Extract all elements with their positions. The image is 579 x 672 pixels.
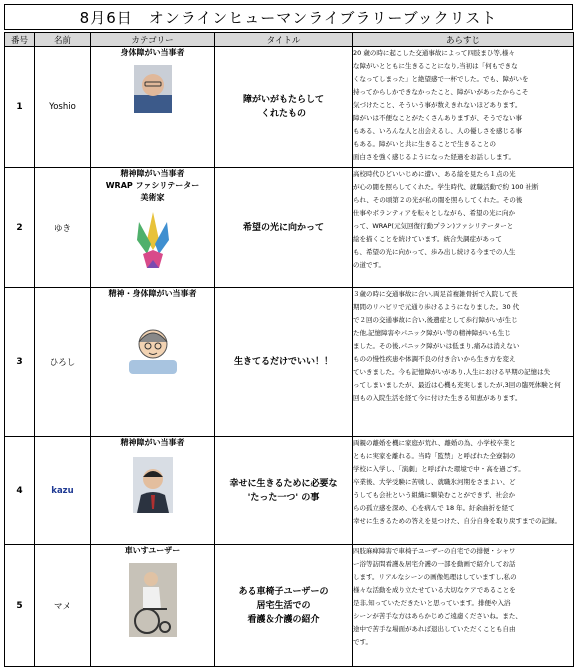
synopsis-line: シーンが苦手な方はあらかじめご遠慮くださいね。また、 <box>353 612 522 620</box>
table-row <box>5 168 574 288</box>
synopsis-line: 気づけたこと、そういう事が数えきれないほどあります。 <box>353 101 522 109</box>
synopsis <box>353 168 574 288</box>
synopsis <box>353 288 574 437</box>
person-name: マメ <box>35 545 91 667</box>
synopsis-line: もある。障がいと共に生きることで生きることの <box>353 140 496 148</box>
title-line: 看護＆介護の紹介 <box>247 614 320 625</box>
book-list-table <box>4 32 574 667</box>
row-number: 5 <box>5 545 35 667</box>
row-number: 4 <box>5 437 35 545</box>
synopsis-line: 両親の離婚を機に家庭が荒れ、離婚の為、小学校卒業と <box>353 439 516 447</box>
synopsis-line: ともに実家を離れる。当時「監禁」と呼ばれた全寮制の <box>353 452 516 460</box>
synopsis-line: 持ってからしかできなかったこと、障がいがあったからこそ <box>353 88 529 96</box>
synopsis-line: もある、いろんな人と出会えるし、人の優しさを感じる事 <box>353 127 522 135</box>
category-cell <box>91 168 215 288</box>
synopsis-line: 面白さを強く感じるようになった経過をお話しします。 <box>353 153 515 161</box>
synopsis-line: ってしまいましたが、最近は心機も充実しましたが,3回の臨死体験と何 <box>353 381 561 389</box>
book-title <box>215 288 353 437</box>
row-number: 3 <box>5 288 35 437</box>
synopsis-line: ものの慢性疾患や体調不良の付き合いから生き方を変え <box>353 355 516 363</box>
synopsis-line: た他,記憶障害やパニック障がい等の精神障がいも生じ <box>353 329 511 337</box>
synopsis-line: 絵を描くことを続けています。統合失調症があって <box>353 235 502 243</box>
table-row <box>5 545 574 667</box>
title-line: 生きてるだけでいい！！ <box>233 357 333 367</box>
synopsis-line: 四肢麻痺障害で車椅子ユーザーの自宅での排便・シャワ <box>353 547 516 555</box>
header-synopsis: あらすじ <box>353 33 574 47</box>
synopsis-line: します。リアルなシーンの画像処理はしていますし,私の <box>353 573 517 581</box>
book-title <box>215 47 353 168</box>
header-title: タイトル <box>215 33 353 47</box>
synopsis-line: らの孤立感を深め、心を病んで 18 年。紆余曲折を経て <box>353 504 515 512</box>
header-row <box>5 33 574 47</box>
wheelchair-user-photo <box>129 563 177 637</box>
book-title <box>215 437 353 545</box>
person-photo <box>134 65 172 113</box>
synopsis-line: 期間のリハビリで元通り歩けるようになりました。30 代 <box>353 303 520 311</box>
synopsis-line: られ、その頃第２の光が私の闇を照らしてくれた。その後 <box>353 196 523 204</box>
title-line: 希望の光に向かって <box>242 222 324 233</box>
category-label: WRAP ファシリテーター <box>105 181 200 190</box>
synopsis-line: 高校時代ひどいいじめに遭い、ある絵を見たら１点の光 <box>353 170 516 178</box>
row-number: 2 <box>5 168 35 288</box>
synopsis-line: 20 歳の時に起こした交通事故によって四肢まひ等,様々 <box>353 49 515 57</box>
category-cell <box>91 545 215 667</box>
synopsis-line: で２回の交通事故に合い,後遺症として歩行障がいが生じ <box>353 316 518 324</box>
synopsis-line: 卒業後、大学受験に苦戦し、就職氷河期をさまよい、ど <box>353 478 516 486</box>
synopsis <box>353 437 574 545</box>
book-title <box>215 168 353 288</box>
synopsis-line: 様々な活動を成り立たせている大切なケアであることを <box>353 586 516 594</box>
synopsis-line: ー浴等訪問看護＆居宅介護の一部を動画で紹介してお話 <box>353 560 516 568</box>
synopsis-line: 回もの入院生活を経て今に付けた生きる知恵があります。 <box>353 394 522 402</box>
title-line: 幸せに生きるために必要な <box>229 478 338 489</box>
synopsis-line: 是非,知っていただきたいと思っています。排便や入浴 <box>353 599 511 607</box>
person-name: ひろし <box>35 288 91 437</box>
synopsis-line: くなってしまった」と絶望感で一杯でした。でも、障がいを <box>353 75 529 83</box>
title-line: ある車椅子ユーザーの <box>238 586 329 597</box>
synopsis-line: も、希望の光に向かって、歩み出し続ける今までの人生 <box>353 248 516 256</box>
title-line: 'たった一つ' の事 <box>247 492 320 503</box>
synopsis-line: 仕事やボランティアを転々としながら、希望の光に向か <box>353 209 515 217</box>
synopsis <box>353 47 574 168</box>
category-label: 身体障がい当事者 <box>120 48 185 57</box>
table-row <box>5 437 574 545</box>
header-category: カテゴリー <box>91 33 215 47</box>
category-label: 精神・身体障がい当事者 <box>108 289 197 298</box>
category-cell <box>91 47 215 168</box>
category-cell <box>91 288 215 437</box>
person-photo <box>133 457 173 513</box>
synopsis-line: です。 <box>353 638 372 646</box>
person-name: ゆき <box>35 168 91 288</box>
row-number: 1 <box>5 47 35 168</box>
synopsis-line: 障がいは不便なことがたくさんありますが、そうでない事 <box>353 114 522 122</box>
category-label: 精神障がい当事者 <box>120 438 185 447</box>
category-label: 美術家 <box>140 193 165 202</box>
title-line: 居宅生活での <box>256 600 311 611</box>
title-line: くれたもの <box>260 109 306 119</box>
synopsis <box>353 545 574 667</box>
table-row <box>5 288 574 437</box>
synopsis-line: ３歳の時に交通事故に合い,両足首複雑骨折で入院して長 <box>353 290 518 298</box>
synopsis-line: 途中で苦手な場面があれば退出していただくことも自由 <box>353 625 516 633</box>
category-cell <box>91 437 215 545</box>
synopsis-line: 学校に入学し、「演劇」と呼ばれた環境で中・高を過ごす。 <box>353 465 525 473</box>
flower-artwork-icon <box>135 210 171 272</box>
title-line: 障がいがもたらして <box>242 95 324 105</box>
synopsis-line: って、WRAP(元気回復行動プラン)ファシリテーターと <box>353 222 514 230</box>
header-number: 番号 <box>5 33 35 47</box>
synopsis-line: 幸せに生きるための答えを見つけた、自分自身を取り戻すまでの記録。 <box>353 517 561 525</box>
book-title <box>215 545 353 667</box>
synopsis-line: ていきました。今も記憶障がいがあり,人生における早期の記憶は失 <box>353 368 551 376</box>
person-name: kazu <box>35 437 91 545</box>
synopsis-line: な障がいとともに生きることになり,当初は「何もできな <box>353 62 518 70</box>
synopsis-line: が心の闇を照らしてくれた。学生時代、就職活動で約 100 社断 <box>353 183 539 191</box>
synopsis-line: うしても会社という組織に馴染むことができず、社会か <box>353 491 515 499</box>
synopsis-line: ました。その後,パニック障がいは低まり,痛みは消えない <box>353 342 520 350</box>
table-row <box>5 47 574 168</box>
person-name: Yoshio <box>35 47 91 168</box>
category-label: 精神障がい当事者 <box>120 169 185 178</box>
page-title: 8月6日 オンラインヒューマンライブラリーブックリスト <box>4 4 573 30</box>
category-label: 車いすユーザー <box>124 546 181 555</box>
header-name: 名前 <box>35 33 91 47</box>
person-illustration <box>121 322 185 374</box>
synopsis-line: の道です。 <box>353 261 385 269</box>
